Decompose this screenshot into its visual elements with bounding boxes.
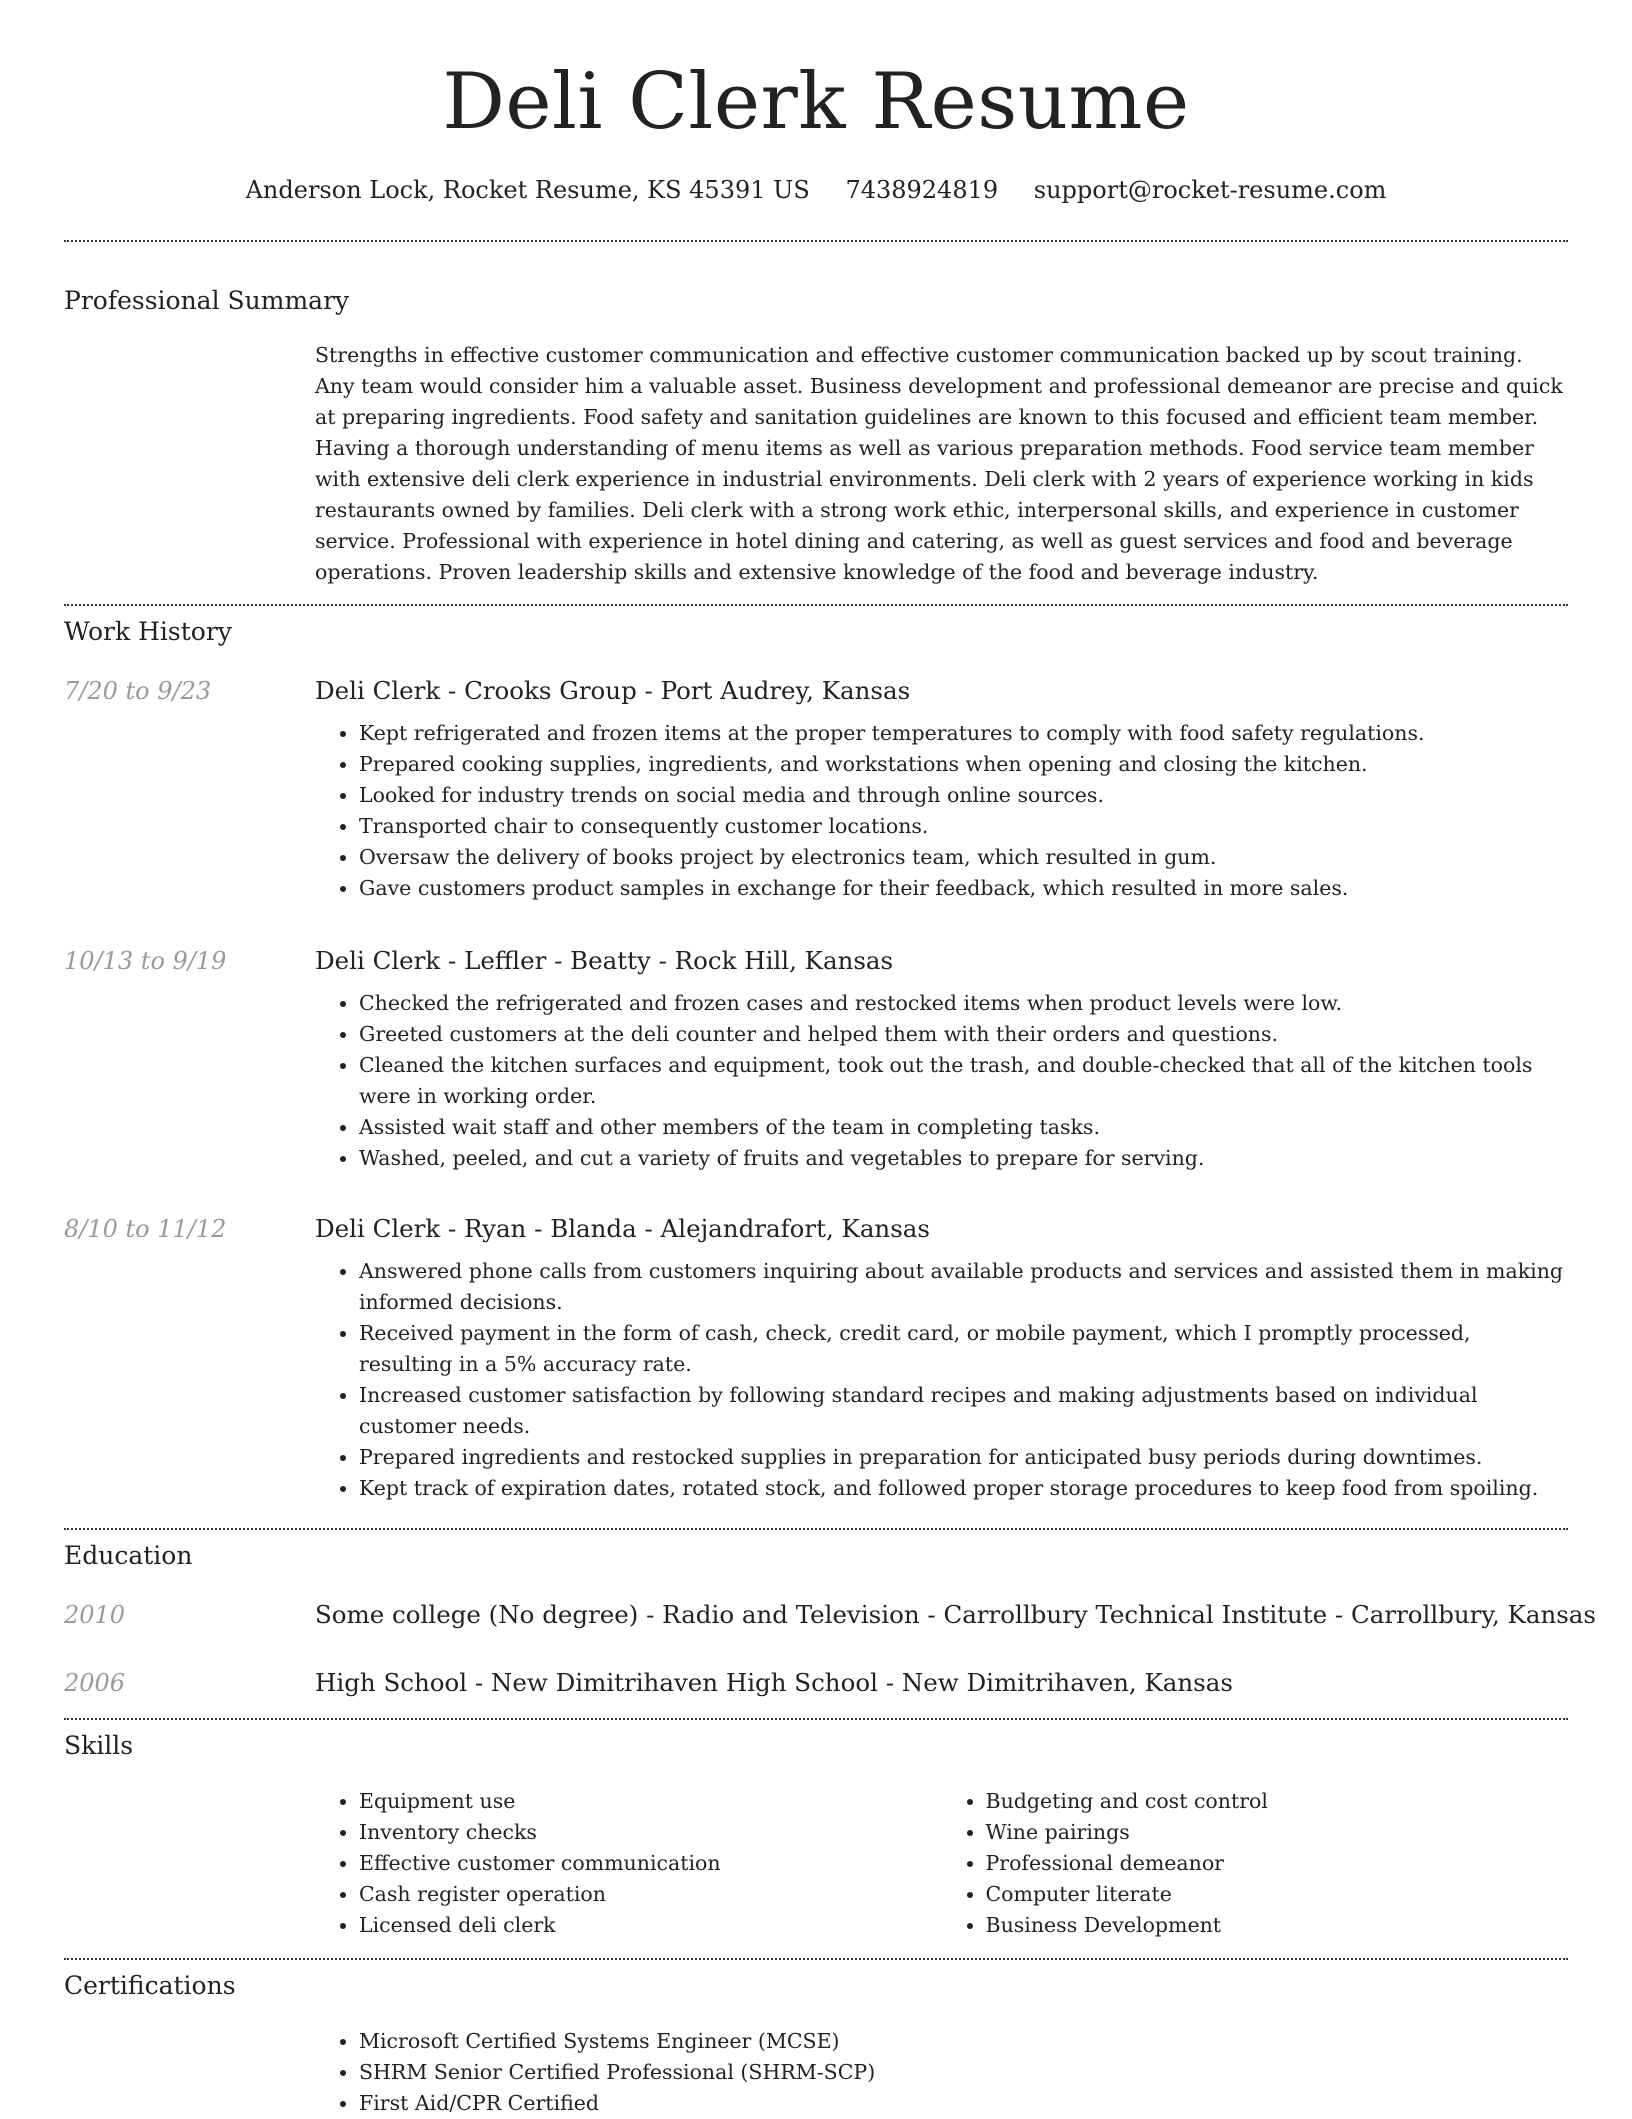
divider bbox=[64, 1958, 1568, 1960]
skill-item: • Professional demeanor bbox=[986, 1848, 1569, 1879]
job-bullet: • Gave customers product samples in exchange for their feedback, which resulted in more sales. bbox=[359, 873, 1568, 904]
education-entry bbox=[315, 1666, 1568, 1700]
skill-item: • Wine pairings bbox=[986, 1817, 1569, 1848]
job-dates: 8/10 to 11/12 bbox=[64, 1215, 227, 1243]
job-bullets bbox=[315, 1256, 1568, 1504]
section-title-education: Education bbox=[64, 1541, 193, 1570]
job-bullet: • Prepared cooking supplies, ingredients, and workstations when opening and closing the kitchen. bbox=[359, 749, 1568, 780]
education-year: 2006 bbox=[64, 1669, 126, 1697]
section-title-skills: Skills bbox=[64, 1731, 134, 1760]
resume-title: Deli Clerk Resume bbox=[442, 57, 1190, 147]
skill-item: • Equipment use bbox=[359, 1786, 942, 1817]
section-title-work: Work History bbox=[64, 617, 232, 646]
job-dates: 10/13 to 9/19 bbox=[64, 947, 227, 975]
job-bullet: • Increased customer satisfaction by following standard recipes and making adjustments based on individual customer needs. bbox=[359, 1380, 1568, 1442]
education-entry bbox=[315, 1598, 1596, 1632]
skill-item: • Cash register operation bbox=[359, 1879, 942, 1910]
job-bullets bbox=[315, 718, 1568, 904]
skills-block bbox=[315, 1786, 1568, 1941]
education-text: Some college (No degree) - Radio and Television - Carrollbury Technical Institute - Carrollbury, Kansas bbox=[315, 1600, 1596, 1629]
job-bullet: • Checked the refrigerated and frozen cases and restocked items when product levels were low. bbox=[359, 988, 1568, 1019]
skills-grid bbox=[315, 1786, 1568, 1941]
job-bullets bbox=[315, 988, 1568, 1174]
job-entry bbox=[315, 1212, 1568, 1504]
job-bullet: • Answered phone calls from customers inquiring about available products and services and assisted them in making informed decisions. bbox=[359, 1256, 1568, 1318]
certifications-list bbox=[315, 2026, 1568, 2119]
skill-item: • Computer literate bbox=[986, 1879, 1569, 1910]
certification-item: • SHRM Senior Certified Professional (SHRM-SCP) bbox=[359, 2057, 1568, 2088]
job-bullet: • Received payment in the form of cash, check, credit card, or mobile payment, which I promptly processed, resulting in a 5% accuracy rate. bbox=[359, 1318, 1568, 1380]
certification-item: • First Aid/CPR Certified bbox=[359, 2088, 1568, 2119]
contact-address: Anderson Lock, Rocket Resume, KS 45391 US bbox=[245, 176, 810, 204]
job-bullet: • Oversaw the delivery of books project by electronics team, which resulted in gum. bbox=[359, 842, 1568, 873]
contact-phone: 7438924819 bbox=[845, 176, 999, 204]
job-title: Deli Clerk - Ryan - Blanda - Alejandrafort, Kansas bbox=[315, 1214, 930, 1243]
certifications-block bbox=[315, 2026, 1568, 2119]
job-title: Deli Clerk - Leffler - Beatty - Rock Hill, Kansas bbox=[315, 946, 894, 975]
skill-item: • Budgeting and cost control bbox=[986, 1786, 1569, 1817]
divider bbox=[64, 240, 1568, 242]
section-title-summary: Professional Summary bbox=[64, 286, 350, 315]
contact-email: support@rocket-resume.com bbox=[1033, 176, 1387, 204]
education-year: 2010 bbox=[64, 1601, 126, 1629]
job-bullet: • Kept refrigerated and frozen items at the proper temperatures to comply with food safety regulations. bbox=[359, 718, 1568, 749]
skills-list-right bbox=[942, 1786, 1569, 1941]
job-bullet: • Cleaned the kitchen surfaces and equipment, took out the trash, and double-checked that all of the kitchen tools were in working order. bbox=[359, 1050, 1568, 1112]
divider bbox=[64, 1528, 1568, 1530]
skills-list-left bbox=[315, 1786, 942, 1941]
job-bullet: • Assisted wait staff and other members of the team in completing tasks. bbox=[359, 1112, 1568, 1143]
divider bbox=[64, 1718, 1568, 1720]
summary-text: Strengths in effective customer communication and effective customer communication backed up by scout training. Any team would consider him a valuable asset. Business development and professional demeanor are precise and quick at preparing ingredients. Food safety and sanitation guidelines are known to this focused and efficient team member. Having a thorough understanding of menu items as well as various preparation methods. Food service team member with extensive deli clerk experience in industrial environments. Deli clerk with 2 years of experience working in kids restaurants owned by families. Deli clerk with a strong work ethic, interpersonal skills, and experience in customer service. Professional with experience in hotel dining and catering, as well as guest services and food and beverage operations. Proven leadership skills and extensive knowledge of the food and beverage industry. bbox=[315, 343, 1563, 584]
job-bullet: • Washed, peeled, and cut a variety of fruits and vegetables to prepare for serving. bbox=[359, 1143, 1568, 1174]
job-bullet: • Greeted customers at the deli counter and helped them with their orders and questions. bbox=[359, 1019, 1568, 1050]
skill-item: • Inventory checks bbox=[359, 1817, 942, 1848]
job-entry bbox=[315, 674, 1568, 904]
summary-block bbox=[315, 340, 1568, 588]
skill-item: • Effective customer communication bbox=[359, 1848, 942, 1879]
job-dates: 7/20 to 9/23 bbox=[64, 677, 212, 705]
skill-item: • Licensed deli clerk bbox=[359, 1910, 942, 1941]
job-entry bbox=[315, 944, 1568, 1174]
job-title: Deli Clerk - Crooks Group - Port Audrey, Kansas bbox=[315, 676, 911, 705]
contact-line bbox=[64, 172, 1568, 208]
education-text: High School - New Dimitrihaven High School - New Dimitrihaven, Kansas bbox=[315, 1668, 1233, 1697]
job-bullet: • Prepared ingredients and restocked supplies in preparation for anticipated busy periods during downtimes. bbox=[359, 1442, 1568, 1473]
skill-item: • Business Development bbox=[986, 1910, 1569, 1941]
job-bullet: • Looked for industry trends on social media and through online sources. bbox=[359, 780, 1568, 811]
job-bullet: • Transported chair to consequently customer locations. bbox=[359, 811, 1568, 842]
section-title-certifications: Certifications bbox=[64, 1971, 236, 2000]
divider bbox=[64, 604, 1568, 606]
job-bullet: • Kept track of expiration dates, rotated stock, and followed proper storage procedures to keep food from spoiling. bbox=[359, 1473, 1568, 1504]
certification-item: • Microsoft Certified Systems Engineer (MCSE) bbox=[359, 2026, 1568, 2057]
